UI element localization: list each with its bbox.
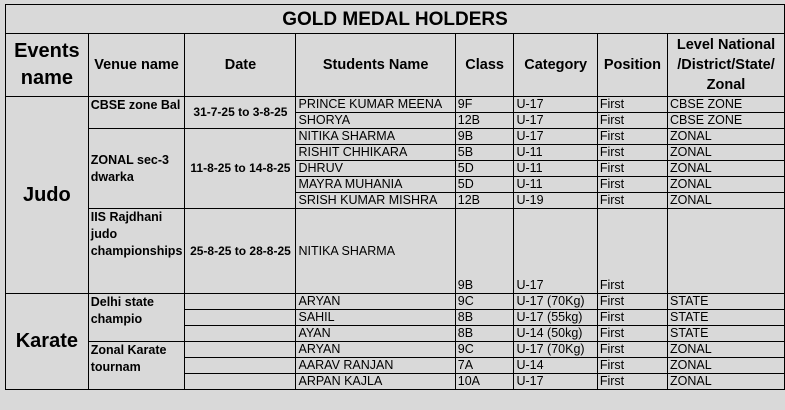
student-class[interactable]: 7A: [455, 358, 514, 374]
student-position[interactable]: First: [597, 310, 667, 326]
student-level[interactable]: ZONAL: [668, 177, 785, 193]
date-empty[interactable]: [185, 294, 296, 310]
student-position[interactable]: First: [597, 326, 667, 342]
student-class[interactable]: 9B: [455, 209, 514, 294]
student-level[interactable]: ZONAL: [668, 358, 785, 374]
event-karate[interactable]: Karate: [6, 294, 89, 390]
student-category[interactable]: U-17 (55kg): [514, 310, 597, 326]
header-position[interactable]: Position: [597, 34, 667, 97]
student-category[interactable]: U-17: [514, 113, 597, 129]
student-class[interactable]: 5D: [455, 161, 514, 177]
date-zonal-dwarka[interactable]: 11-8-25 to 14-8-25: [185, 129, 296, 209]
student-level[interactable]: STATE: [668, 310, 785, 326]
student-position[interactable]: First: [597, 193, 667, 209]
venue-iis-rajdhani[interactable]: IIS Rajdhani judo championships: [88, 209, 185, 294]
venue-delhi-state[interactable]: Delhi state champio: [88, 294, 185, 342]
student-class[interactable]: 10A: [455, 374, 514, 390]
venue-zonal-karate[interactable]: Zonal Karate tournam: [88, 342, 185, 390]
student-position[interactable]: First: [597, 97, 667, 113]
student-category[interactable]: U-19: [514, 193, 597, 209]
student-name[interactable]: SHORYA: [296, 113, 455, 129]
student-position[interactable]: First: [597, 294, 667, 310]
student-position[interactable]: First: [597, 177, 667, 193]
header-category[interactable]: Category: [514, 34, 597, 97]
date-empty[interactable]: [185, 358, 296, 374]
student-position[interactable]: First: [597, 145, 667, 161]
student-class[interactable]: 12B: [455, 193, 514, 209]
student-class[interactable]: 5D: [455, 177, 514, 193]
student-category[interactable]: U-17 (70Kg): [514, 294, 597, 310]
student-position[interactable]: First: [597, 113, 667, 129]
gold-medal-table: [5, 4, 785, 390]
student-class[interactable]: 9F: [455, 97, 514, 113]
date-iis-rajdhani[interactable]: 25-8-25 to 28-8-25: [185, 209, 296, 294]
event-judo[interactable]: Judo: [6, 97, 89, 294]
student-position[interactable]: First: [597, 342, 667, 358]
date-empty[interactable]: [185, 326, 296, 342]
header-level[interactable]: Level National /District/State/ Zonal: [668, 34, 785, 97]
student-category[interactable]: U-14: [514, 358, 597, 374]
student-category[interactable]: U-17: [514, 97, 597, 113]
student-class[interactable]: 5B: [455, 145, 514, 161]
venue-zonal-dwarka[interactable]: ZONAL sec-3 dwarka: [88, 129, 185, 209]
table-title[interactable]: GOLD MEDAL HOLDERS: [6, 5, 785, 34]
student-name[interactable]: DHRUV: [296, 161, 455, 177]
student-level[interactable]: STATE: [668, 294, 785, 310]
date-empty[interactable]: [185, 374, 296, 390]
student-position[interactable]: First: [597, 374, 667, 390]
student-category[interactable]: U-17: [514, 374, 597, 390]
student-name[interactable]: PRINCE KUMAR MEENA: [296, 97, 455, 113]
student-name[interactable]: RISHIT CHHIKARA: [296, 145, 455, 161]
venue-cbse-zone[interactable]: CBSE zone Bal: [88, 97, 185, 129]
student-level[interactable]: ZONAL: [668, 145, 785, 161]
student-name[interactable]: NITIKA SHARMA: [296, 209, 455, 294]
student-name[interactable]: NITIKA SHARMA: [296, 129, 455, 145]
date-empty[interactable]: [185, 310, 296, 326]
student-class[interactable]: 9C: [455, 294, 514, 310]
student-name[interactable]: ARYAN: [296, 294, 455, 310]
header-date[interactable]: Date: [185, 34, 296, 97]
date-empty[interactable]: [185, 342, 296, 358]
student-class[interactable]: 8B: [455, 326, 514, 342]
date-cbse-zone[interactable]: 31-7-25 to 3-8-25: [185, 97, 296, 129]
student-level[interactable]: STATE: [668, 326, 785, 342]
student-level[interactable]: ZONAL: [668, 161, 785, 177]
student-category[interactable]: U-11: [514, 177, 597, 193]
student-name[interactable]: AARAV RANJAN: [296, 358, 455, 374]
student-category[interactable]: U-11: [514, 161, 597, 177]
student-level[interactable]: CBSE ZONE: [668, 97, 785, 113]
header-students-name[interactable]: Students Name: [296, 34, 455, 97]
header-class[interactable]: Class: [455, 34, 514, 97]
student-class[interactable]: 9C: [455, 342, 514, 358]
student-level[interactable]: ZONAL: [668, 193, 785, 209]
student-position[interactable]: First: [597, 161, 667, 177]
student-level[interactable]: ZONAL: [668, 342, 785, 358]
student-position[interactable]: First: [597, 358, 667, 374]
student-category[interactable]: U-17 (70Kg): [514, 342, 597, 358]
student-class[interactable]: 8B: [455, 310, 514, 326]
student-category[interactable]: U-14 (50kg): [514, 326, 597, 342]
header-events-name[interactable]: Events name: [6, 34, 89, 97]
student-class[interactable]: 9B: [455, 129, 514, 145]
student-name[interactable]: AYAN: [296, 326, 455, 342]
student-category[interactable]: U-17: [514, 209, 597, 294]
student-level[interactable]: ZONAL: [668, 129, 785, 145]
student-category[interactable]: U-11: [514, 145, 597, 161]
student-name[interactable]: SRISH KUMAR MISHRA: [296, 193, 455, 209]
student-name[interactable]: ARPAN KAJLA: [296, 374, 455, 390]
student-level[interactable]: CBSE ZONE: [668, 113, 785, 129]
student-position[interactable]: First: [597, 209, 667, 294]
student-name[interactable]: MAYRA MUHANIA: [296, 177, 455, 193]
student-name[interactable]: SAHIL: [296, 310, 455, 326]
header-venue-name[interactable]: Venue name: [88, 34, 185, 97]
student-level[interactable]: [668, 209, 785, 294]
student-class[interactable]: 12B: [455, 113, 514, 129]
student-category[interactable]: U-17: [514, 129, 597, 145]
student-name[interactable]: ARYAN: [296, 342, 455, 358]
student-position[interactable]: First: [597, 129, 667, 145]
student-level[interactable]: ZONAL: [668, 374, 785, 390]
